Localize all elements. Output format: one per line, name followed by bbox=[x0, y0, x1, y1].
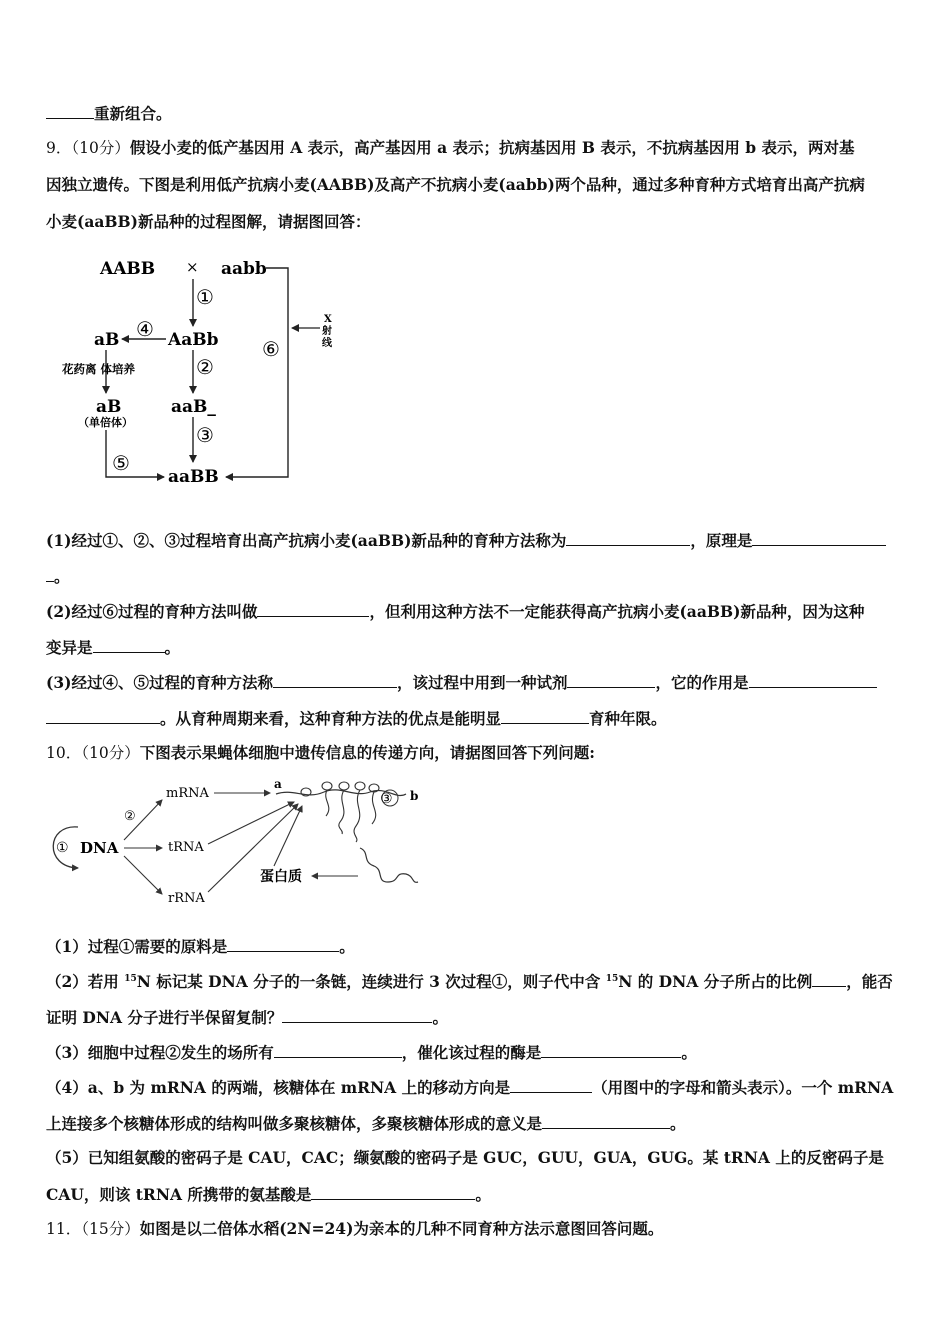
q9-sub2-cont: 变异是 。 bbox=[46, 638, 181, 657]
haploid-note: （单倍体） bbox=[78, 416, 133, 429]
trna-label: tRNA bbox=[168, 840, 204, 855]
polypeptide-chain bbox=[326, 790, 329, 816]
protein-label: 蛋白质 bbox=[260, 869, 302, 885]
step-2-label: ② bbox=[196, 355, 214, 379]
arrow-trna-to-ribosome bbox=[208, 802, 294, 844]
answer-blank[interactable] bbox=[510, 1077, 592, 1093]
step-4-label: ④ bbox=[136, 317, 154, 341]
question-score: （15分） bbox=[81, 1220, 140, 1238]
question-score: （10分） bbox=[71, 139, 130, 157]
q9-line-1 bbox=[46, 138, 908, 158]
q10-sub2-cont: 证明 DNA 分子进行半保留复制？ 。 bbox=[46, 1008, 448, 1027]
answer-blank[interactable] bbox=[46, 708, 160, 724]
dna-label: DNA bbox=[80, 839, 119, 857]
question-text: 下图表示果蝇体细胞中遗传信息的传递方向，请据图回答下列问题: bbox=[139, 743, 595, 762]
gamete-ab: aB bbox=[94, 330, 120, 350]
mrna-label: mRNA bbox=[166, 786, 209, 801]
q9-sub1-end: 。 bbox=[46, 566, 908, 587]
question-text: 如图是以二倍体水稻(2N=24)为亲本的几种不同育种方法示意图回答问题。 bbox=[139, 1219, 664, 1238]
end-b-label: b bbox=[410, 789, 419, 803]
step-1-label: ① bbox=[196, 285, 214, 309]
cross-symbol: × bbox=[186, 258, 199, 276]
parent-aabb-uppercase: AABB bbox=[100, 259, 156, 279]
haploid-ab: aB bbox=[96, 397, 122, 417]
q10-sub2: （2）若用 $^{15}$N 标记某 DNA 分子的一条链，连续进行 3 次过程①，则子代中含 $^{15}$N 的 DNA 分子所占的比例 ，能否 bbox=[46, 972, 893, 991]
step-5-label: ⑤ bbox=[112, 451, 130, 475]
ribosome bbox=[355, 782, 365, 790]
q10-line-1 bbox=[46, 743, 908, 763]
q9-line-3: 小麦(aaBB)新品种的过程图解，请据图回答： bbox=[46, 212, 371, 231]
f1-aabb: AaBb bbox=[168, 330, 219, 350]
protein-chain bbox=[360, 848, 418, 882]
answer-blank[interactable] bbox=[46, 103, 94, 119]
polypeptide-chain bbox=[372, 792, 376, 824]
q9-sub2: (2)经过⑥过程的育种方法叫做 ，但利用这种方法不一定能获得高产抗病小麦(aaBB)新品种，因为这种 bbox=[46, 602, 865, 621]
polypeptide-chain bbox=[354, 790, 360, 842]
polypeptide-chain bbox=[339, 790, 344, 834]
answer-blank[interactable] bbox=[227, 936, 339, 952]
xray-label-xian: 线 bbox=[322, 338, 332, 349]
answer-blank[interactable] bbox=[542, 1113, 670, 1129]
q10-sub5: （5）已知组氨酸的密码子是 CAU，CAC；缬氨酸的密码子是 GUC，GUU，GUA，GUG。某 tRNA 上的反密码子是 bbox=[46, 1148, 884, 1167]
end-a-label: a bbox=[274, 777, 282, 791]
gene-expression-diagram bbox=[44, 772, 424, 912]
question-number: 10． bbox=[46, 744, 82, 762]
intro-tail-line: 重新组合。 bbox=[46, 103, 908, 124]
intermediate-aab: aaB_ bbox=[171, 397, 216, 417]
question-number: 11． bbox=[46, 1220, 82, 1238]
answer-blank[interactable] bbox=[274, 1042, 402, 1058]
answer-blank[interactable] bbox=[501, 708, 589, 724]
answer-blank[interactable] bbox=[749, 672, 877, 688]
answer-blank[interactable] bbox=[46, 566, 54, 582]
q10-sub1: （1）过程①需要的原料是 。 bbox=[46, 937, 355, 956]
question-number: 9． bbox=[46, 139, 72, 157]
arrow-to-rrna bbox=[124, 856, 162, 894]
q9-line-2: 因独立遗传。下图是利用低产抗病小麦(AABB)及高产不抗病小麦(aabb)两个品种，通过多种育种方式培育出高产抗病 bbox=[46, 175, 865, 194]
q10-sub5-cont: CAU，则该 tRNA 所携带的氨基酸是 。 bbox=[46, 1185, 491, 1204]
answer-blank[interactable] bbox=[567, 672, 655, 688]
answer-blank[interactable] bbox=[752, 530, 886, 546]
parent-aabb-lowercase: aabb bbox=[221, 259, 267, 279]
answer-blank[interactable] bbox=[282, 1007, 432, 1023]
step-1-label: ① bbox=[56, 840, 69, 856]
answer-blank[interactable] bbox=[273, 672, 397, 688]
rrna-label: rRNA bbox=[168, 891, 205, 906]
q10-sub3: （3）细胞中过程②发生的场所有 ，催化该过程的酶是 。 bbox=[46, 1043, 697, 1062]
q9-sub1: (1)经过①、②、③过程培育出高产抗病小麦(aaBB)新品种的育种方法称为 ，原理是 bbox=[46, 530, 908, 551]
ribosome bbox=[322, 782, 332, 790]
xray-label-x: X bbox=[324, 314, 332, 325]
xray-label-she: 射 bbox=[322, 326, 332, 337]
answer-blank[interactable] bbox=[311, 1184, 475, 1200]
q9-sub3-cont: 。从育种周期来看，这种育种方法的优点是能明显 育种年限。 bbox=[46, 708, 908, 729]
breeding-diagram bbox=[56, 252, 356, 492]
ribosome bbox=[339, 782, 349, 790]
step-3-label: ③ bbox=[196, 423, 214, 447]
q9-sub3: (3)经过④、⑤过程的育种方法称 ，该过程中用到一种试剂 ，它的作用是 bbox=[46, 672, 908, 693]
answer-blank[interactable] bbox=[812, 971, 846, 987]
anther-culture-label: 花药离 体培养 bbox=[62, 362, 136, 376]
q11-line-1 bbox=[46, 1219, 908, 1239]
answer-blank[interactable] bbox=[257, 601, 369, 617]
question-score: （10分） bbox=[81, 744, 140, 762]
question-text: 假设小麦的低产基因用 A 表示，高产基因用 a 表示；抗病基因用 B 表示，不抗病基因用 b 表示，两对基 bbox=[129, 138, 855, 157]
q10-sub4: （4）a、b 为 mRNA 的两端，核糖体在 mRNA 上的移动方向是 （用图中的字母和箭头表示）。一个 mRNA bbox=[46, 1078, 894, 1097]
answer-blank[interactable] bbox=[566, 530, 690, 546]
arrow-step-6 bbox=[226, 268, 288, 477]
q10-sub4-cont: 上连接多个核糖体形成的结构叫做多聚核糖体，多聚核糖体形成的意义是 。 bbox=[46, 1114, 686, 1133]
step-6-label: ⑥ bbox=[262, 337, 280, 361]
final-aabb: aaBB bbox=[168, 467, 219, 487]
answer-blank[interactable] bbox=[93, 637, 165, 653]
arrow-protein-to-ribosome bbox=[274, 806, 302, 866]
answer-blank[interactable] bbox=[541, 1042, 681, 1058]
step-3-label: ③ bbox=[380, 791, 393, 807]
step-2-label: ② bbox=[124, 809, 136, 824]
